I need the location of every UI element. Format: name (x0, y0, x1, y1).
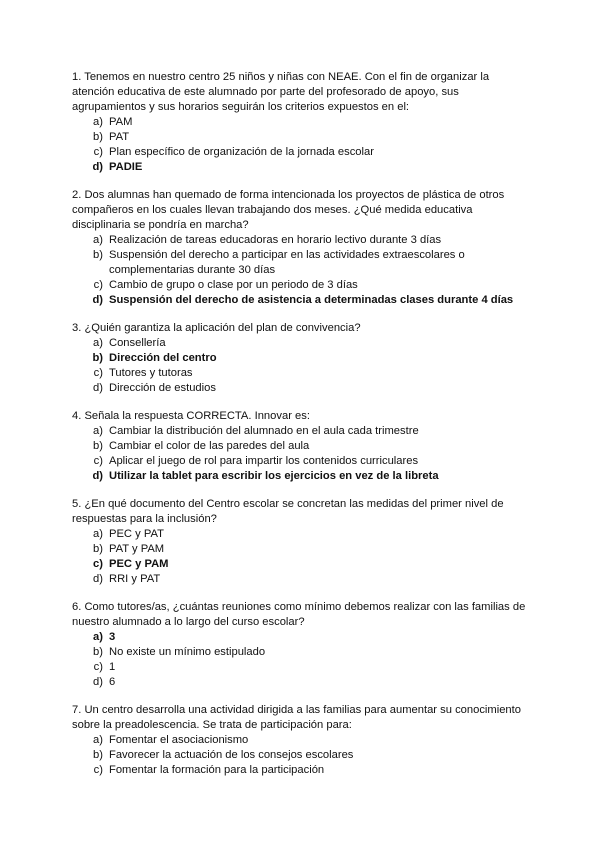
option-letter: c) (93, 764, 103, 776)
option-text: Suspensión del derecho a participar en las actividades extraescolares o complementarias durante 30 días (109, 249, 465, 276)
answer-option (72, 469, 532, 484)
answer-options (72, 424, 532, 484)
option-letter: c) (93, 279, 103, 291)
option-letter: b) (93, 249, 103, 261)
option-letter: d) (92, 470, 103, 482)
answer-option (72, 145, 532, 160)
option-letter: b) (93, 646, 103, 658)
option-letter: a) (93, 425, 103, 437)
answer-option (72, 366, 532, 381)
answer-option (72, 675, 532, 690)
option-letter: a) (93, 234, 103, 246)
option-letter: b) (93, 131, 103, 143)
option-letter: d) (92, 161, 103, 173)
answer-option (72, 293, 532, 308)
question-stem: 4. Señala la respuesta CORRECTA. Innovar es: (72, 410, 310, 422)
answer-options (72, 115, 532, 175)
answer-option (72, 424, 532, 439)
option-text: Realización de tareas educadoras en horario lectivo durante 3 días (109, 234, 442, 246)
answer-option (72, 381, 532, 396)
answer-option (72, 278, 532, 293)
question-stem: 1. Tenemos en nuestro centro 25 niños y niñas con NEAE. Con el fin de organizar la atención educativa de este alumnado por parte del profesorado de apoyo, sus agrupamientos y sus horarios seguirán los criterios expuestos en el: (72, 71, 490, 113)
option-text: PEC y PAM (109, 558, 169, 570)
answer-option (72, 542, 532, 557)
question-stem: 3. ¿Quién garantiza la aplicación del plan de convivencia? (72, 322, 361, 334)
option-letter: c) (93, 146, 103, 158)
answer-option (72, 557, 532, 572)
option-letter: c) (93, 661, 103, 673)
option-letter: d) (92, 294, 103, 306)
option-text: PADIE (109, 161, 143, 173)
option-letter: b) (93, 543, 103, 555)
option-letter: a) (93, 734, 103, 746)
answer-options (72, 527, 532, 587)
question-5 (72, 497, 532, 587)
option-text: 1 (109, 661, 116, 673)
answer-option (72, 130, 532, 145)
option-text: Suspensión del derecho de asistencia a determinadas clases durante 4 días (109, 294, 514, 306)
question-2 (72, 188, 532, 308)
question-stem: 2. Dos alumnas han quemado de forma intencionada los proyectos de plástica de otros compañeros en los cuales llevan trabajando dos meses. ¿Qué medida educativa disciplinaria se pondría en marcha? (72, 189, 505, 231)
option-text: Fomentar el asociacionismo (109, 734, 249, 746)
answer-option (72, 733, 532, 748)
answer-option (72, 351, 532, 366)
option-text: Cambiar la distribución del alumnado en el aula cada trimestre (109, 425, 419, 437)
option-text: 3 (109, 631, 116, 643)
option-letter: c) (93, 367, 103, 379)
answer-option (72, 454, 532, 469)
answer-option (72, 748, 532, 763)
question-3 (72, 321, 532, 396)
answer-options (72, 233, 532, 308)
option-text: Cambiar el color de las paredes del aula (109, 440, 310, 452)
answer-option (72, 572, 532, 587)
option-text: PAT y PAM (109, 543, 165, 555)
answer-option (72, 248, 532, 278)
answer-option (72, 439, 532, 454)
option-text: 6 (109, 676, 116, 688)
option-letter: b) (93, 440, 103, 452)
answer-option (72, 160, 532, 175)
option-text: PAT (109, 131, 130, 143)
option-letter: b) (92, 352, 103, 364)
answer-option (72, 233, 532, 248)
option-letter: a) (93, 528, 103, 540)
question-stem: 5. ¿En qué documento del Centro escolar se concretan las medidas del primer nivel de respuestas para la inclusión? (72, 498, 504, 525)
question-7 (72, 703, 532, 778)
question-6 (72, 600, 532, 690)
option-text: Dirección del centro (109, 352, 217, 364)
option-text: Dirección de estudios (109, 382, 216, 394)
option-letter: a) (93, 631, 103, 643)
option-text: PEC y PAT (109, 528, 164, 540)
answer-option (72, 527, 532, 542)
answer-option (72, 630, 532, 645)
option-letter: b) (93, 749, 103, 761)
question-stem: 6. Como tutores/as, ¿cuántas reuniones como mínimo debemos realizar con las familias de nuestro alumnado a lo largo del curso escolar? (72, 601, 526, 628)
option-text: PAM (109, 116, 133, 128)
option-text: Consellería (109, 337, 166, 349)
option-letter: d) (93, 382, 103, 394)
answer-option (72, 645, 532, 660)
question-4 (72, 409, 532, 484)
option-text: Utilizar la tablet para escribir los ejercicios en vez de la libreta (109, 470, 439, 482)
answer-options (72, 733, 532, 778)
option-text: Favorecer la actuación de los consejos escolares (109, 749, 354, 761)
answer-option (72, 660, 532, 675)
answer-option (72, 763, 532, 778)
option-text: Tutores y tutoras (109, 367, 193, 379)
option-letter: c) (93, 558, 103, 570)
option-text: No existe un mínimo estipulado (109, 646, 266, 658)
option-letter: d) (93, 676, 103, 688)
answer-options (72, 336, 532, 396)
answer-option (72, 115, 532, 130)
option-text: Aplicar el juego de rol para impartir los contenidos curriculares (109, 455, 419, 467)
question-list (72, 70, 532, 791)
option-text: Fomentar la formación para la participación (109, 764, 325, 776)
option-letter: d) (93, 573, 103, 585)
option-text: Cambio de grupo o clase por un periodo de 3 días (109, 279, 358, 291)
answer-options (72, 630, 532, 690)
option-letter: a) (93, 337, 103, 349)
option-text: Plan específico de organización de la jornada escolar (109, 146, 374, 158)
option-letter: a) (93, 116, 103, 128)
question-1 (72, 70, 532, 175)
option-text: RRI y PAT (109, 573, 161, 585)
option-letter: c) (93, 455, 103, 467)
question-stem: 7. Un centro desarrolla una actividad dirigida a las familias para aumentar su conocimiento sobre la preadolescencia. Se trata de participación para: (72, 704, 521, 731)
answer-option (72, 336, 532, 351)
